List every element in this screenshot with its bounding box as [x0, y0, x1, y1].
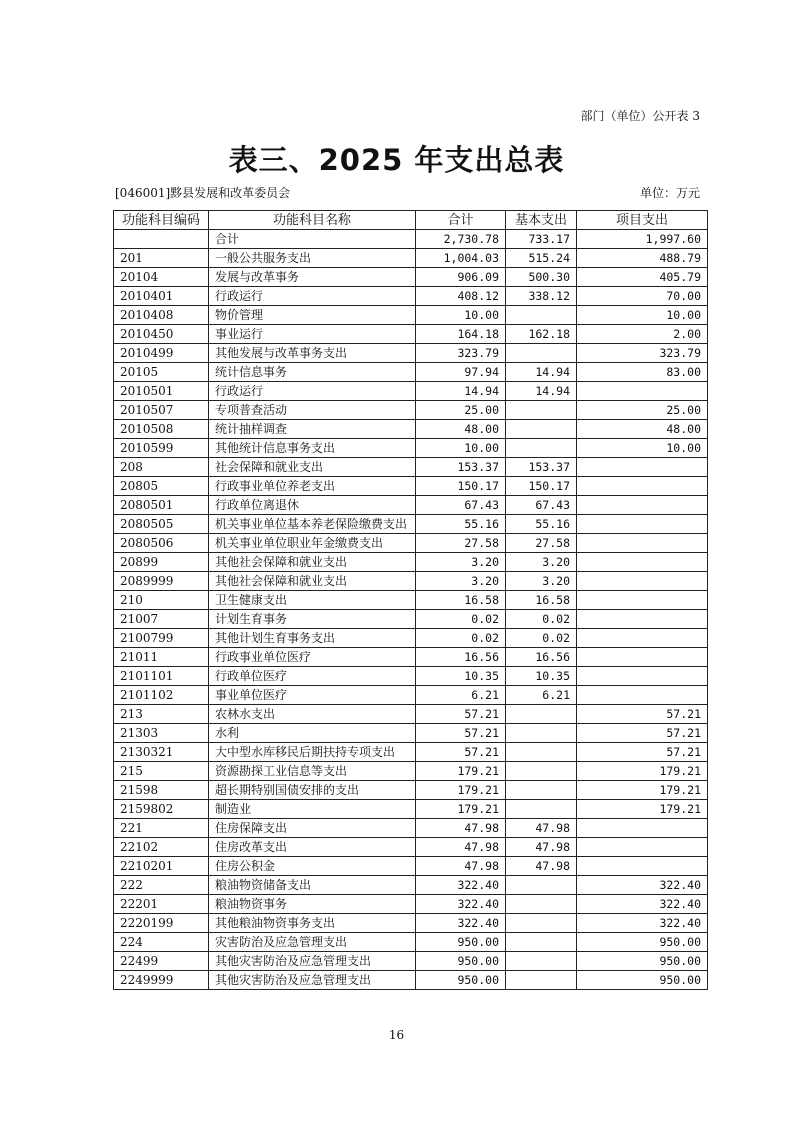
code-cell: 20104 — [114, 268, 209, 287]
name-cell: 其他灾害防治及应急管理支出 — [209, 952, 416, 971]
code-cell: 2010450 — [114, 325, 209, 344]
table-body — [114, 230, 708, 990]
table-row — [114, 667, 708, 686]
total-cell: 322.40 — [416, 914, 506, 933]
basic-cell — [506, 895, 577, 914]
total-cell: 950.00 — [416, 952, 506, 971]
basic-cell: 3.20 — [506, 572, 577, 591]
table-row — [114, 344, 708, 363]
table-header-row — [114, 211, 708, 230]
basic-cell — [506, 762, 577, 781]
basic-cell — [506, 306, 577, 325]
basic-cell: 3.20 — [506, 553, 577, 572]
name-cell: 其他计划生育事务支出 — [209, 629, 416, 648]
project-cell — [577, 496, 708, 515]
total-cell: 47.98 — [416, 857, 506, 876]
basic-cell — [506, 781, 577, 800]
basic-cell: 150.17 — [506, 477, 577, 496]
basic-cell: 14.94 — [506, 382, 577, 401]
name-cell: 其他统计信息事务支出 — [209, 439, 416, 458]
organization-name: [046001]黟县发展和改革委员会 — [115, 186, 291, 200]
basic-cell — [506, 439, 577, 458]
basic-cell: 27.58 — [506, 534, 577, 553]
project-cell: 950.00 — [577, 933, 708, 952]
project-cell — [577, 515, 708, 534]
code-cell: 2089999 — [114, 572, 209, 591]
code-cell: 2101102 — [114, 686, 209, 705]
total-cell: 0.02 — [416, 629, 506, 648]
name-cell: 事业运行 — [209, 325, 416, 344]
total-cell: 3.20 — [416, 572, 506, 591]
total-cell: 408.12 — [416, 287, 506, 306]
table-row — [114, 952, 708, 971]
project-cell: 1,997.60 — [577, 230, 708, 249]
basic-cell: 16.56 — [506, 648, 577, 667]
name-cell: 统计信息事务 — [209, 363, 416, 382]
total-cell: 57.21 — [416, 705, 506, 724]
basic-cell — [506, 344, 577, 363]
project-cell: 322.40 — [577, 876, 708, 895]
total-cell: 10.00 — [416, 439, 506, 458]
code-cell: 2100799 — [114, 629, 209, 648]
name-cell: 粮油物资储备支出 — [209, 876, 416, 895]
total-cell: 179.21 — [416, 781, 506, 800]
name-cell: 制造业 — [209, 800, 416, 819]
code-cell: 2010499 — [114, 344, 209, 363]
table-row — [114, 458, 708, 477]
table-row — [114, 895, 708, 914]
project-cell — [577, 667, 708, 686]
total-cell: 164.18 — [416, 325, 506, 344]
table-row — [114, 933, 708, 952]
name-cell: 行政单位离退休 — [209, 496, 416, 515]
table-row — [114, 762, 708, 781]
table-row — [114, 420, 708, 439]
project-cell: 70.00 — [577, 287, 708, 306]
basic-cell — [506, 800, 577, 819]
project-cell — [577, 857, 708, 876]
basic-cell — [506, 420, 577, 439]
project-cell — [577, 838, 708, 857]
project-cell: 2.00 — [577, 325, 708, 344]
name-cell: 发展与改革事务 — [209, 268, 416, 287]
total-cell: 950.00 — [416, 971, 506, 990]
page-title: 表三、2025 年支出总表 — [228, 143, 565, 177]
table-row — [114, 306, 708, 325]
total-cell: 323.79 — [416, 344, 506, 363]
name-cell: 卫生健康支出 — [209, 591, 416, 610]
project-cell — [577, 477, 708, 496]
code-cell: 2080506 — [114, 534, 209, 553]
name-cell: 计划生育事务 — [209, 610, 416, 629]
total-cell: 322.40 — [416, 895, 506, 914]
name-cell: 水利 — [209, 724, 416, 743]
table-row — [114, 249, 708, 268]
code-cell: 21598 — [114, 781, 209, 800]
column-header: 功能科目名称 — [209, 211, 416, 230]
code-cell: 2101101 — [114, 667, 209, 686]
column-header: 功能科目编码 — [114, 211, 209, 230]
table-row — [114, 230, 708, 249]
name-cell: 行政单位医疗 — [209, 667, 416, 686]
table-row — [114, 914, 708, 933]
code-cell: 2010401 — [114, 287, 209, 306]
code-cell: 221 — [114, 819, 209, 838]
code-cell: 224 — [114, 933, 209, 952]
name-cell: 机关事业单位基本养老保险缴费支出 — [209, 515, 416, 534]
basic-cell: 0.02 — [506, 629, 577, 648]
project-cell: 25.00 — [577, 401, 708, 420]
basic-cell: 0.02 — [506, 610, 577, 629]
name-cell: 行政运行 — [209, 287, 416, 306]
name-cell: 资源勘探工业信息等支出 — [209, 762, 416, 781]
code-cell: 208 — [114, 458, 209, 477]
basic-cell — [506, 971, 577, 990]
total-cell: 57.21 — [416, 743, 506, 762]
basic-cell: 47.98 — [506, 838, 577, 857]
code-cell: 210 — [114, 591, 209, 610]
basic-cell: 153.37 — [506, 458, 577, 477]
name-cell: 合计 — [209, 230, 416, 249]
name-cell: 专项普查活动 — [209, 401, 416, 420]
code-cell: 213 — [114, 705, 209, 724]
total-cell: 47.98 — [416, 819, 506, 838]
total-cell: 179.21 — [416, 800, 506, 819]
column-header: 合计 — [416, 211, 506, 230]
project-cell: 322.40 — [577, 895, 708, 914]
project-cell — [577, 553, 708, 572]
total-cell: 16.56 — [416, 648, 506, 667]
basic-cell: 47.98 — [506, 819, 577, 838]
table-row — [114, 705, 708, 724]
total-cell: 322.40 — [416, 876, 506, 895]
table-row — [114, 610, 708, 629]
table-row — [114, 971, 708, 990]
name-cell: 其他社会保障和就业支出 — [209, 572, 416, 591]
project-cell: 950.00 — [577, 971, 708, 990]
table-row — [114, 648, 708, 667]
page-number: 16 — [388, 1028, 405, 1042]
basic-cell — [506, 724, 577, 743]
name-cell: 行政事业单位医疗 — [209, 648, 416, 667]
code-cell: 2249999 — [114, 971, 209, 990]
code-cell: 22102 — [114, 838, 209, 857]
unit-label: 单位：万元 — [639, 186, 700, 200]
total-cell: 25.00 — [416, 401, 506, 420]
name-cell: 农林水支出 — [209, 705, 416, 724]
table-row — [114, 876, 708, 895]
table-row — [114, 496, 708, 515]
project-cell: 322.40 — [577, 914, 708, 933]
table-row — [114, 838, 708, 857]
total-cell: 14.94 — [416, 382, 506, 401]
project-cell — [577, 648, 708, 667]
total-cell: 97.94 — [416, 363, 506, 382]
code-cell: 21303 — [114, 724, 209, 743]
name-cell: 粮油物资事务 — [209, 895, 416, 914]
total-cell: 10.35 — [416, 667, 506, 686]
table-row — [114, 477, 708, 496]
total-cell: 150.17 — [416, 477, 506, 496]
table-row — [114, 629, 708, 648]
project-cell: 323.79 — [577, 344, 708, 363]
name-cell: 行政运行 — [209, 382, 416, 401]
project-cell: 10.00 — [577, 439, 708, 458]
code-cell: 22201 — [114, 895, 209, 914]
name-cell: 其他社会保障和就业支出 — [209, 553, 416, 572]
name-cell: 住房改革支出 — [209, 838, 416, 857]
basic-cell — [506, 933, 577, 952]
total-cell: 1,004.03 — [416, 249, 506, 268]
table-row — [114, 363, 708, 382]
code-cell: 2080505 — [114, 515, 209, 534]
basic-cell — [506, 914, 577, 933]
name-cell: 机关事业单位职业年金缴费支出 — [209, 534, 416, 553]
name-cell: 统计抽样调查 — [209, 420, 416, 439]
basic-cell: 16.58 — [506, 591, 577, 610]
code-cell: 2159802 — [114, 800, 209, 819]
column-header: 项目支出 — [577, 211, 708, 230]
code-cell: 20805 — [114, 477, 209, 496]
code-cell: 20899 — [114, 553, 209, 572]
table-row — [114, 572, 708, 591]
column-header: 基本支出 — [506, 211, 577, 230]
expenditure-table — [113, 210, 708, 990]
total-cell: 16.58 — [416, 591, 506, 610]
project-cell — [577, 382, 708, 401]
project-cell — [577, 610, 708, 629]
total-cell: 48.00 — [416, 420, 506, 439]
basic-cell — [506, 705, 577, 724]
basic-cell: 6.21 — [506, 686, 577, 705]
project-cell: 10.00 — [577, 306, 708, 325]
code-cell: 2210201 — [114, 857, 209, 876]
project-cell: 179.21 — [577, 781, 708, 800]
code-cell: 20105 — [114, 363, 209, 382]
table-row — [114, 268, 708, 287]
code-cell: 215 — [114, 762, 209, 781]
table-row — [114, 382, 708, 401]
basic-cell: 515.24 — [506, 249, 577, 268]
project-cell: 48.00 — [577, 420, 708, 439]
table-row — [114, 819, 708, 838]
total-cell: 57.21 — [416, 724, 506, 743]
basic-cell: 10.35 — [506, 667, 577, 686]
code-cell: 201 — [114, 249, 209, 268]
code-cell: 2080501 — [114, 496, 209, 515]
basic-cell — [506, 952, 577, 971]
code-cell: 21007 — [114, 610, 209, 629]
total-cell: 67.43 — [416, 496, 506, 515]
project-cell: 179.21 — [577, 762, 708, 781]
table-row — [114, 591, 708, 610]
project-cell — [577, 572, 708, 591]
total-cell: 55.16 — [416, 515, 506, 534]
name-cell: 超长期特别国债安排的支出 — [209, 781, 416, 800]
project-cell — [577, 534, 708, 553]
project-cell: 83.00 — [577, 363, 708, 382]
total-cell: 906.09 — [416, 268, 506, 287]
basic-cell: 67.43 — [506, 496, 577, 515]
code-cell: 2130321 — [114, 743, 209, 762]
total-cell: 0.02 — [416, 610, 506, 629]
project-cell — [577, 458, 708, 477]
basic-cell — [506, 401, 577, 420]
project-cell — [577, 629, 708, 648]
table-row — [114, 287, 708, 306]
code-cell: 22499 — [114, 952, 209, 971]
project-cell — [577, 819, 708, 838]
basic-cell: 733.17 — [506, 230, 577, 249]
project-cell — [577, 686, 708, 705]
table-row — [114, 724, 708, 743]
table-row — [114, 686, 708, 705]
basic-cell — [506, 876, 577, 895]
name-cell: 物价管理 — [209, 306, 416, 325]
table-row — [114, 401, 708, 420]
code-cell: 2010507 — [114, 401, 209, 420]
total-cell: 179.21 — [416, 762, 506, 781]
name-cell: 行政事业单位养老支出 — [209, 477, 416, 496]
total-cell: 47.98 — [416, 838, 506, 857]
code-cell: 2010408 — [114, 306, 209, 325]
project-cell — [577, 591, 708, 610]
basic-cell: 162.18 — [506, 325, 577, 344]
total-cell: 27.58 — [416, 534, 506, 553]
name-cell: 大中型水库移民后期扶持专项支出 — [209, 743, 416, 762]
basic-cell: 338.12 — [506, 287, 577, 306]
name-cell: 其他发展与改革事务支出 — [209, 344, 416, 363]
form-number: 部门（单位）公开表 3 — [580, 109, 700, 123]
table-row — [114, 857, 708, 876]
project-cell: 57.21 — [577, 705, 708, 724]
name-cell: 灾害防治及应急管理支出 — [209, 933, 416, 952]
table-row — [114, 553, 708, 572]
name-cell: 社会保障和就业支出 — [209, 458, 416, 477]
total-cell: 10.00 — [416, 306, 506, 325]
basic-cell: 14.94 — [506, 363, 577, 382]
project-cell: 57.21 — [577, 743, 708, 762]
project-cell: 179.21 — [577, 800, 708, 819]
code-cell: 222 — [114, 876, 209, 895]
table-row — [114, 534, 708, 553]
name-cell: 住房保障支出 — [209, 819, 416, 838]
table-row — [114, 743, 708, 762]
code-cell: 21011 — [114, 648, 209, 667]
table-row — [114, 515, 708, 534]
table-row — [114, 439, 708, 458]
name-cell: 住房公积金 — [209, 857, 416, 876]
code-cell: 2010599 — [114, 439, 209, 458]
project-cell: 405.79 — [577, 268, 708, 287]
name-cell: 一般公共服务支出 — [209, 249, 416, 268]
project-cell: 950.00 — [577, 952, 708, 971]
table-row — [114, 325, 708, 344]
code-cell: 2010508 — [114, 420, 209, 439]
name-cell: 其他灾害防治及应急管理支出 — [209, 971, 416, 990]
total-cell: 2,730.78 — [416, 230, 506, 249]
name-cell: 事业单位医疗 — [209, 686, 416, 705]
code-cell: 2010501 — [114, 382, 209, 401]
project-cell: 57.21 — [577, 724, 708, 743]
name-cell: 其他粮油物资事务支出 — [209, 914, 416, 933]
basic-cell — [506, 743, 577, 762]
code-cell: 2220199 — [114, 914, 209, 933]
basic-cell: 500.30 — [506, 268, 577, 287]
basic-cell: 47.98 — [506, 857, 577, 876]
table-row — [114, 800, 708, 819]
table-row — [114, 781, 708, 800]
code-cell — [114, 230, 209, 249]
total-cell: 950.00 — [416, 933, 506, 952]
basic-cell: 55.16 — [506, 515, 577, 534]
total-cell: 6.21 — [416, 686, 506, 705]
total-cell: 153.37 — [416, 458, 506, 477]
total-cell: 3.20 — [416, 553, 506, 572]
project-cell: 488.79 — [577, 249, 708, 268]
